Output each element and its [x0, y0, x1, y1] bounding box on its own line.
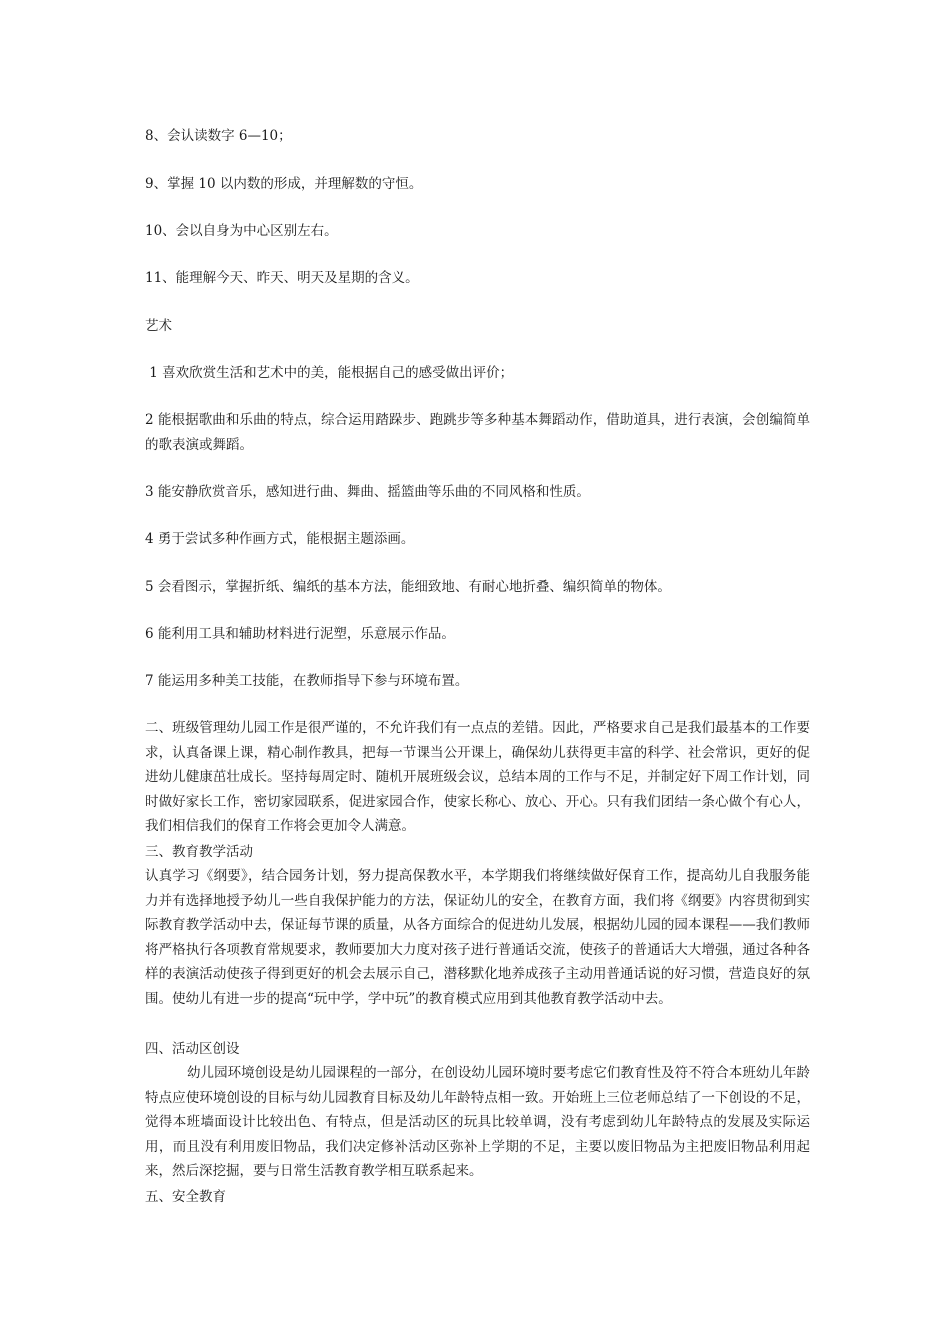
section-teaching-heading: 三、教育教学活动: [145, 844, 253, 860]
art-item-1: 1 喜欢欣赏生活和艺术中的美，能根据自己的感受做出评价；: [145, 365, 514, 381]
art-item-7: 7 能运用多种美工技能，在教师指导下参与环境布置。: [145, 673, 469, 689]
art-heading: 艺术: [145, 318, 172, 334]
math-item-8: 8、会认读数字 6—10；: [145, 128, 292, 144]
art-item-5: 5 会看图示，掌握折纸、编纸的基本方法，能细致地、有耐心地折叠、编织简单的物体。: [145, 579, 671, 595]
section-teaching-body: 认真学习《纲要》，结合园务计划，努力提高保教水平，本学期我们将继续做好保育工作，提高幼儿自我服务能力并有选择地授予幼儿一些自我保护能力的方法，保证幼儿的安全，在教育方面，我们将《纲要》内容贯彻到实际教育教学活动中去，保证每节课的质量，从各方面综合的促进幼儿发展，根据幼儿园的园本课程——我们教师将严格执行各项教育常规要求，教师要加大力度对孩子进行普通话交流，使孩子的普通话大大增强，通过各种各样的表演活动使孩子得到更好的机会去展示自己，潜移默化地养成孩子主动用普通话说的好习惯，营造良好的氛围。使幼儿有进一步的提高“玩中学，学中玩”的教育模式应用到其他教育教学活动中去。: [145, 868, 810, 1007]
section-activity-area-heading: 四、活动区创设: [145, 1041, 240, 1057]
art-item-4: 4 勇于尝试多种作画方式，能根据主题添画。: [145, 531, 415, 547]
section-activity-area-body: 幼儿园环境创设是幼儿园课程的一部分，在创设幼儿园环境时要考虑它们教育性及符不符合本班幼儿年龄特点应使环境创设的目标与幼儿园教育目标及幼儿年龄特点相一致。开始班上三位老师总结了一下创设的不足，觉得本班墙面设计比较出色、有特点，但是活动区的玩具比较单调，没有考虑到幼儿年龄特点的发展及实际运用，而且没有利用废旧物品，我们决定修补活动区弥补上学期的不足，主要以废旧物品为主把废旧物品利用起来，然后深挖掘，要与日常生活教育教学相互联系起来。: [145, 1065, 810, 1180]
art-item-3: 3 能安静欣赏音乐，感知进行曲、舞曲、摇篮曲等乐曲的不同风格和性质。: [145, 484, 590, 500]
art-item-6: 6 能利用工具和辅助材料进行泥塑，乐意展示作品。: [145, 626, 455, 642]
art-item-2: 2 能根据歌曲和乐曲的特点，综合运用踏跺步、跑跳步等多种基本舞蹈动作，借助道具，进行表演，会创编简单的歌表演或舞蹈。: [145, 412, 810, 453]
math-item-10: 10、会以自身为中心区别左右。: [145, 223, 338, 239]
math-item-11: 11、能理解今天、昨天、明天及星期的含义。: [145, 270, 419, 286]
section-class-management: 二、班级管理幼儿园工作是很严谨的，不允许我们有一点点的差错。因此，严格要求自己是我们最基本的工作要求，认真备课上课，精心制作教具，把每一节课当公开课上，确保幼儿获得更丰富的科学、社会常识，更好的促进幼儿健康茁壮成长。坚持每周定时、随机开展班级会议，总结本周的工作与不足，并制定好下周工作计划，同时做好家长工作，密切家园联系，促进家园合作，使家长称心、放心、开心。只有我们团结一条心做个有心人，我们相信我们的保育工作将会更加令人满意。: [145, 720, 810, 835]
math-item-9: 9、掌握 10 以内数的形成，并理解数的守恒。: [145, 176, 423, 192]
section-safety-heading: 五、安全教育: [145, 1189, 226, 1205]
